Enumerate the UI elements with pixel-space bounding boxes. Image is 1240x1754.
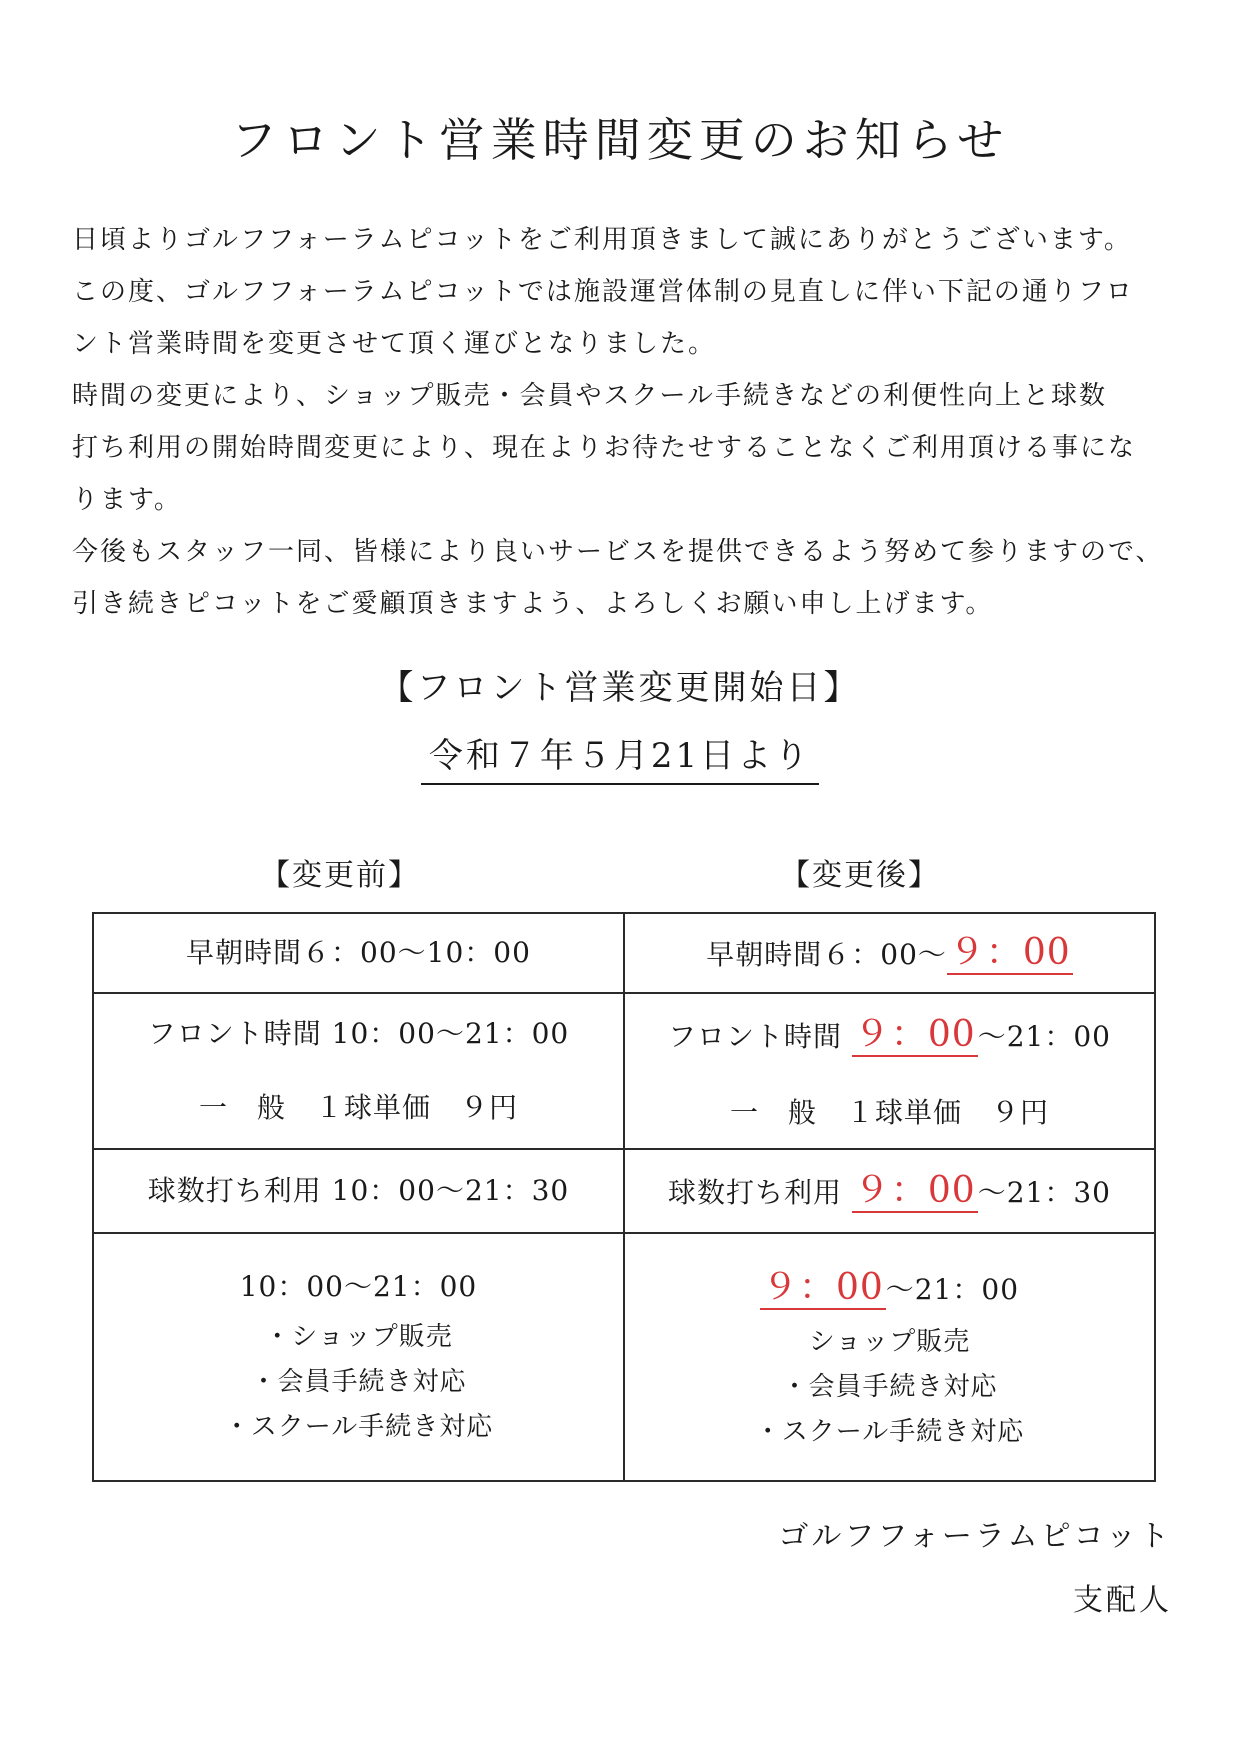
body-line: ント営業時間を変更させて頂く運びとなりました。 bbox=[72, 329, 717, 359]
table-row-services bbox=[93, 1233, 1155, 1481]
signature-block bbox=[778, 1505, 1172, 1633]
after-service-item: ・会員手続き対応 bbox=[781, 1372, 998, 1402]
before-service-item: ・ショップ販売 bbox=[264, 1322, 453, 1353]
body-line: 引き続きピコットをご愛顧頂きますよう、よろしくお願い申し上げます。 bbox=[72, 589, 994, 619]
body-line: 今後もスタッフ一同、皆様により良いサービスを提供できるよう努めて参りますので、 bbox=[72, 537, 1164, 567]
after-early-morning bbox=[625, 931, 1154, 974]
after-prefix: フロント時間 bbox=[668, 1019, 852, 1053]
start-date-heading: 【フロント営業変更開始日】 bbox=[379, 668, 861, 708]
body-line: ります。 bbox=[72, 485, 182, 515]
before-ball-price: 一 般 １球単価 ９円 bbox=[198, 1091, 518, 1124]
after-prefix: 早朝時間６：00～ bbox=[706, 938, 947, 972]
highlighted-time: ９：00 bbox=[948, 932, 1071, 974]
after-service-item: ショップ販売 bbox=[808, 1326, 971, 1357]
after-suffix: ～21：30 bbox=[977, 1176, 1111, 1210]
table-row-early-morning bbox=[93, 913, 1155, 993]
before-cell bbox=[93, 913, 624, 993]
before-cell bbox=[93, 1233, 624, 1481]
before-early-morning: 早朝時間６：00～10：00 bbox=[186, 936, 531, 970]
after-ball-price: 一 般 １球単価 ９円 bbox=[729, 1095, 1049, 1129]
schedule-comparison-table bbox=[92, 912, 1156, 1482]
highlighted-time: ９：00 bbox=[761, 1266, 884, 1308]
after-prefix: 球数打ち利用 bbox=[668, 1176, 852, 1210]
after-ball-count bbox=[625, 1169, 1154, 1212]
highlighted-time: ９：00 bbox=[853, 1170, 976, 1212]
after-cell bbox=[624, 913, 1155, 993]
body-line: 時間の変更により、ショップ販売・会員やスクール手続きなどの利便性向上と球数 bbox=[72, 381, 1107, 411]
after-service-time bbox=[625, 1266, 1154, 1309]
before-front-hours: フロント時間 10：00～21：00 bbox=[147, 1017, 570, 1051]
after-suffix: ～21：00 bbox=[885, 1272, 1020, 1306]
after-front-hours bbox=[625, 1013, 1154, 1056]
start-date-container bbox=[0, 728, 1240, 785]
signature-role: 支配人 bbox=[1073, 1583, 1172, 1618]
after-cell bbox=[624, 993, 1155, 1149]
before-service-item: ・スクール手続き対応 bbox=[223, 1412, 494, 1443]
before-service-time: 10：00～21：00 bbox=[239, 1270, 478, 1304]
body-line: 日頃よりゴルフフォーラムピコットをご利用頂きまして誠にありがとうございます。 bbox=[72, 225, 1132, 255]
before-cell bbox=[93, 993, 624, 1149]
highlighted-time: ９：00 bbox=[853, 1013, 976, 1055]
body-line: 打ち利用の開始時間変更により、現在よりお待たせすることなくご利用頂ける事にな bbox=[72, 433, 1137, 463]
after-service-item: ・スクール手続き対応 bbox=[754, 1417, 1025, 1448]
before-service-item: ・会員手続き対応 bbox=[250, 1367, 467, 1398]
notice-body bbox=[72, 214, 1172, 630]
body-line: この度、ゴルフフォーラムピコットでは施設運営体制の見直しに伴い下記の通りフロ bbox=[72, 277, 1134, 307]
after-suffix: ～21：00 bbox=[977, 1019, 1111, 1053]
table-row-ball-count bbox=[93, 1149, 1155, 1233]
after-column-heading: 【変更後】 bbox=[780, 858, 940, 893]
notice-title: フロント営業時間変更のお知らせ bbox=[230, 113, 1010, 167]
table-row-front-hours bbox=[93, 993, 1155, 1149]
after-cell bbox=[624, 1149, 1155, 1233]
start-date: 令和７年５月21日より bbox=[421, 728, 819, 785]
before-ball-count: 球数打ち利用 10：00～21：30 bbox=[147, 1174, 570, 1208]
before-cell bbox=[93, 1149, 624, 1233]
before-column-heading: 【変更前】 bbox=[260, 858, 420, 893]
signature-company: ゴルフフォーラムピコット bbox=[778, 1519, 1172, 1554]
after-cell bbox=[624, 1233, 1155, 1481]
